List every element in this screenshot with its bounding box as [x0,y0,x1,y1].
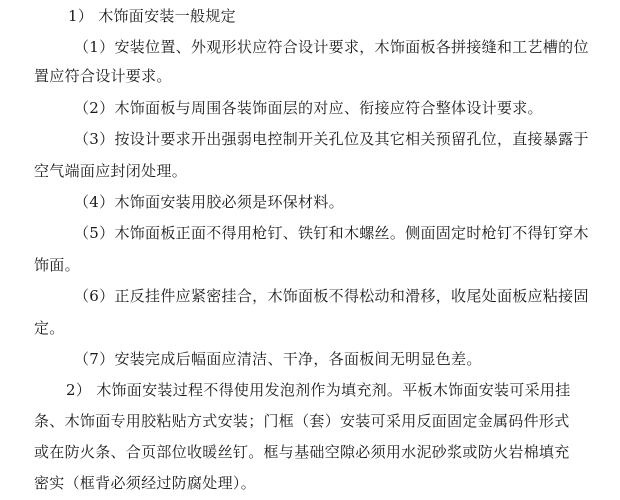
section-2-line-2: 条、木饰面专用胶粘贴方式安装；门框（套）安装可采用反面固定金属码件形式 [34,412,570,430]
list-item-5-line-1: （5）木饰面板正面不得用枪钉、铁钉和木螺丝。侧面固定时枪钉不得钉穿木 [74,224,589,242]
list-item-5-line-2: 饰面。 [34,256,80,274]
list-item-1-line-2: 置应符合设计要求。 [34,67,172,85]
list-item-4-line-1: （4）木饰面安装用胶必须是环保材料。 [74,193,344,211]
list-item-2-line-1: （2）木饰面板与周围各装饰面层的对应、衔接应符合整体设计要求。 [74,99,543,117]
section-heading: 1） 木饰面安装一般规定 [68,7,236,25]
list-item-6-line-2: 定。 [34,319,65,337]
list-item-6-line-1: （6）正反挂件应紧密挂合，木饰面板不得松动和滑移，收尾处面板应粘接固 [74,287,589,305]
list-item-3-line-2: 空气端面应封闭处理。 [34,162,188,180]
section-2-line-1: 2） 木饰面安装过程不得使用发泡剂作为填充剂。平板木饰面安装可采用挂 [66,381,571,399]
section-2-line-4: 密实（框背必须经过防腐处理）。 [34,474,257,492]
list-item-3-line-1: （3）按设计要求开出强弱电控制开关孔位及其它相关预留孔位，直接暴露于 [74,130,589,148]
list-item-7-line-1: （7）安装完成后幅面应清洁、干净，各面板间无明显色差。 [74,350,482,368]
list-item-1-line-1: （1）安装位置、外观形状应符合设计要求，木饰面板各拼接缝和工艺槽的位 [74,38,589,56]
section-2-line-3: 或在防火条、合页部位收暖丝钉。框与基础空隙必须用水泥砂浆或防火岩棉填充 [34,443,570,461]
